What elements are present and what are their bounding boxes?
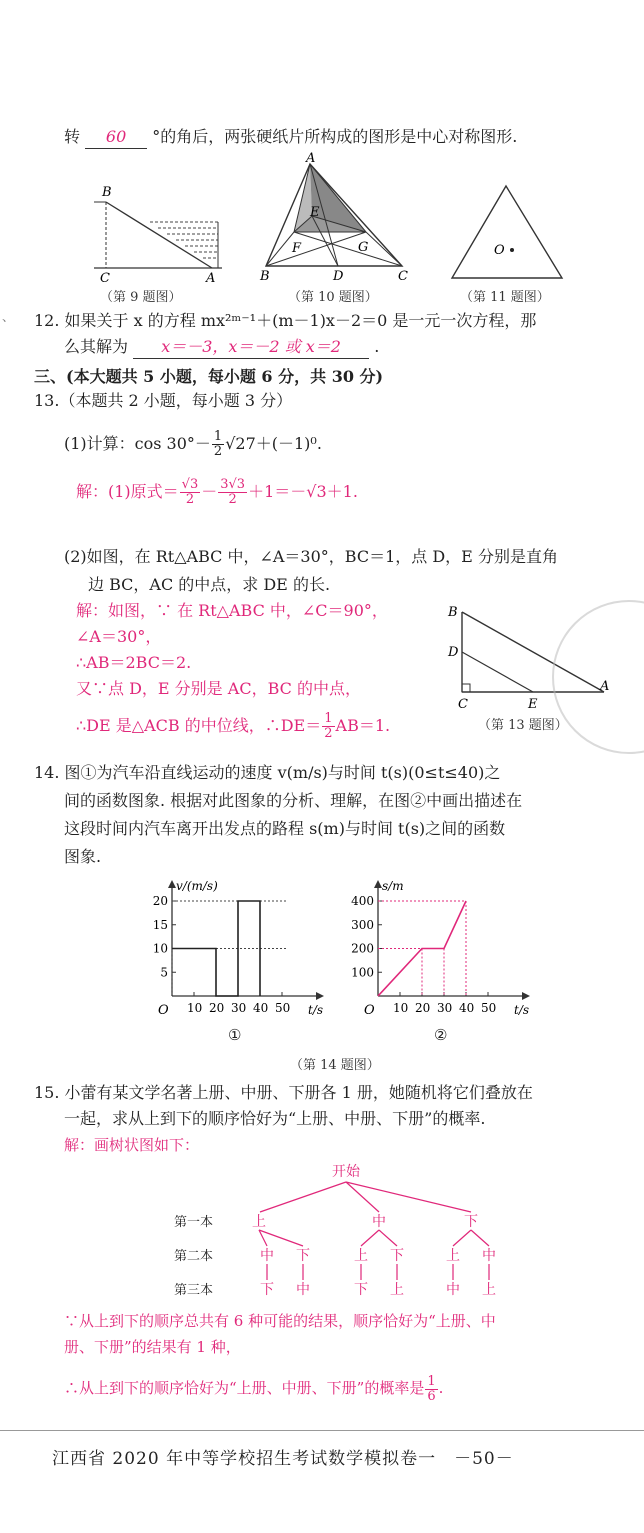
figure-14-caption: （第 14 题图） [290,1058,380,1073]
x-tick-label: 10 [187,1001,203,1015]
label-c: C [100,271,110,286]
tree-l2-4: 上 [446,1248,460,1264]
figure-9-caption: （第 9 题图） [100,290,182,305]
y-tick-label: 20 [152,894,168,908]
q13-p2-sol4: 又∵点 D，E 分别是 AC，BC 的中点， [76,679,361,698]
svg-text:A: A [600,679,610,694]
edge-mark: 、 [2,310,15,324]
q13-p1-solution: 解：(1)原式＝ $\frac{√3}{2}$ － $\frac{3√3}{2}$ ＋1＝－√3＋1. [76,477,358,507]
graph2-marker: ② [434,1026,448,1044]
tree-row-1: 第一本 [174,1215,214,1230]
svg-text:G: G [358,240,369,255]
svg-text:E: E [528,697,538,712]
graph1-origin: O [158,1003,169,1018]
tree-l1-1: 中 [372,1214,386,1230]
q14-line2: 间的函数图象. 根据对此图象的分析、理解，在图②中画出描述在 [64,791,523,810]
graph2-origin: O [364,1003,375,1018]
figure-11 [446,180,568,284]
label-o: O [494,243,505,258]
tree-l1-2: 下 [464,1214,478,1230]
x-tick-label: 40 [459,1001,475,1015]
q14-line1: 14. 图①为汽车沿直线运动的速度 v(m/s)与时间 t(s)(0≤t≤40)之 [34,763,501,782]
tree-l3-5: 上 [482,1282,496,1298]
svg-text:D: D [448,645,459,660]
tree-l3-3: 上 [390,1282,404,1298]
tree-l3-1: 中 [296,1282,310,1298]
figure-9 [82,178,232,286]
svg-text:D: D [333,269,344,284]
q15-sol1: ∵从上到下的顺序总共有 6 种可能的结果，顺序恰好为“上册、中 [64,1312,496,1330]
tree-l3-0: 下 [260,1282,274,1298]
graph2-ylabel: s/m [382,879,404,893]
tree-l2-0: 中 [260,1248,274,1264]
x-tick-label: 10 [393,1001,409,1015]
q11-answer: 60 [85,126,147,149]
q13-p2-sol5: ∴DE 是△ACB 的中位线，∴DE＝ $\frac{1}{2}$ AB＝1. [76,711,391,741]
svg-text:B: B [448,605,458,620]
svg-text:E: E [310,205,320,220]
graph1-marker: ① [228,1026,242,1044]
x-tick-label: 50 [481,1001,497,1015]
y-tick-label: 100 [351,965,374,980]
label-a: A [206,271,216,286]
q15-solution-intro: 解：画树状图如下： [64,1136,200,1154]
q11-line [64,126,517,149]
footer-divider [0,1430,644,1431]
q15-sol2: 册、下册”的结果有 1 种， [64,1338,241,1356]
tree-diagram [160,1156,520,1306]
x-tick-label: 20 [415,1001,431,1015]
q11-prefix: 转 [64,127,81,146]
graph-velocity [140,876,330,1026]
q14-line4: 图象. [64,847,102,866]
figure-10-caption: （第 10 题图） [288,290,378,305]
q13-p2-sol2: ∠A＝30°， [76,627,162,646]
tree-l1-0: 上 [252,1214,266,1230]
svg-text:A: A [306,152,316,166]
y-tick-label: 15 [152,917,168,932]
y-tick-label: 300 [351,917,374,932]
figure-11-caption: （第 11 题图） [460,290,550,305]
graph1-xlabel: t/s [308,1003,324,1017]
tree-l3-4: 中 [446,1282,460,1298]
tree-l2-3: 下 [390,1248,404,1264]
x-tick-label: 50 [275,1001,291,1015]
tree-root: 开始 [332,1164,360,1180]
tree-l2-1: 下 [296,1248,310,1264]
q13-p2-sol3: ∴AB＝2BC＝2. [76,653,192,672]
q12-line2: 么其解为 x＝－3，x＝－2 或 x＝2 . [64,336,379,359]
svg-text:C: C [398,269,408,284]
q13-p2-sol1: 解：如图，∵ 在 Rt△ABC 中，∠C＝90°， [76,601,388,620]
q15-sol3: ∴从上到下的顺序恰好为“上册、中册、下册”的概率是 $\frac{1}{6}$ . [64,1373,444,1404]
tree-l3-2: 下 [354,1282,368,1298]
figure-13-caption: （第 13 题图） [478,718,568,733]
tree-l2-5: 中 [482,1248,496,1264]
q15-line1: 15. 小蕾有某文学名著上册、中册、下册各 1 册，她随机将它们叠放在 [34,1083,533,1102]
svg-text:B: B [260,269,270,284]
svg-text:F: F [292,241,302,256]
x-tick-label: 40 [253,1001,269,1015]
q13-p1-question: (1)计算：cos 30°－ $\frac{1}{2}$ √27＋(－1)⁰. [64,429,322,459]
page-footer: 江西省 2020 年中等学校招生考试数学模拟卷一 －50－ [52,1449,514,1469]
tree-l2-2: 上 [354,1248,368,1264]
graph2-xlabel: t/s [514,1003,530,1017]
y-tick-label: 200 [351,941,374,956]
figure-10 [254,152,414,284]
y-tick-label: 10 [152,941,168,956]
tree-row-3: 第三本 [174,1283,214,1298]
x-tick-label: 30 [437,1001,453,1015]
q12-answer: x＝－3，x＝－2 或 x＝2 [133,336,369,359]
graph1-ylabel: v/(m/s) [176,879,218,893]
q13-header: 13.（本题共 2 小题，每小题 3 分） [34,391,293,410]
graph-distance [346,876,536,1026]
q13-p2-line2: 边 BC，AC 的中点，求 DE 的长. [88,575,331,594]
q14-line3: 这段时间内汽车离开出发点的路程 s(m)与时间 t(s)之间的函数 [64,819,506,838]
series-line-0 [172,901,260,996]
y-tick-label: 400 [351,894,374,908]
tree-row-2: 第二本 [174,1249,214,1264]
q15-line2: 一起，求从上到下的顺序恰好为“上册、中册、下册”的概率. [64,1109,486,1128]
q12-line1: 12. 如果关于 x 的方程 mx²ᵐ⁻¹＋(m－1)x－2＝0 是一元一次方程，那 [34,311,537,330]
x-tick-label: 30 [231,1001,247,1015]
q11-suffix: °的角后，两张硬纸片所构成的图形是中心对称图形. [152,127,518,146]
svg-text:C: C [458,697,468,712]
section-3-title: 三、(本大题共 5 小题，每小题 6 分，共 30 分) [34,367,384,386]
label-b: B [102,185,112,200]
x-tick-label: 20 [209,1001,225,1015]
y-tick-label: 5 [160,965,168,980]
q13-p2-line1: (2)如图，在 Rt△ABC 中，∠A＝30°，BC＝1，点 D，E 分别是直角 [64,547,558,566]
